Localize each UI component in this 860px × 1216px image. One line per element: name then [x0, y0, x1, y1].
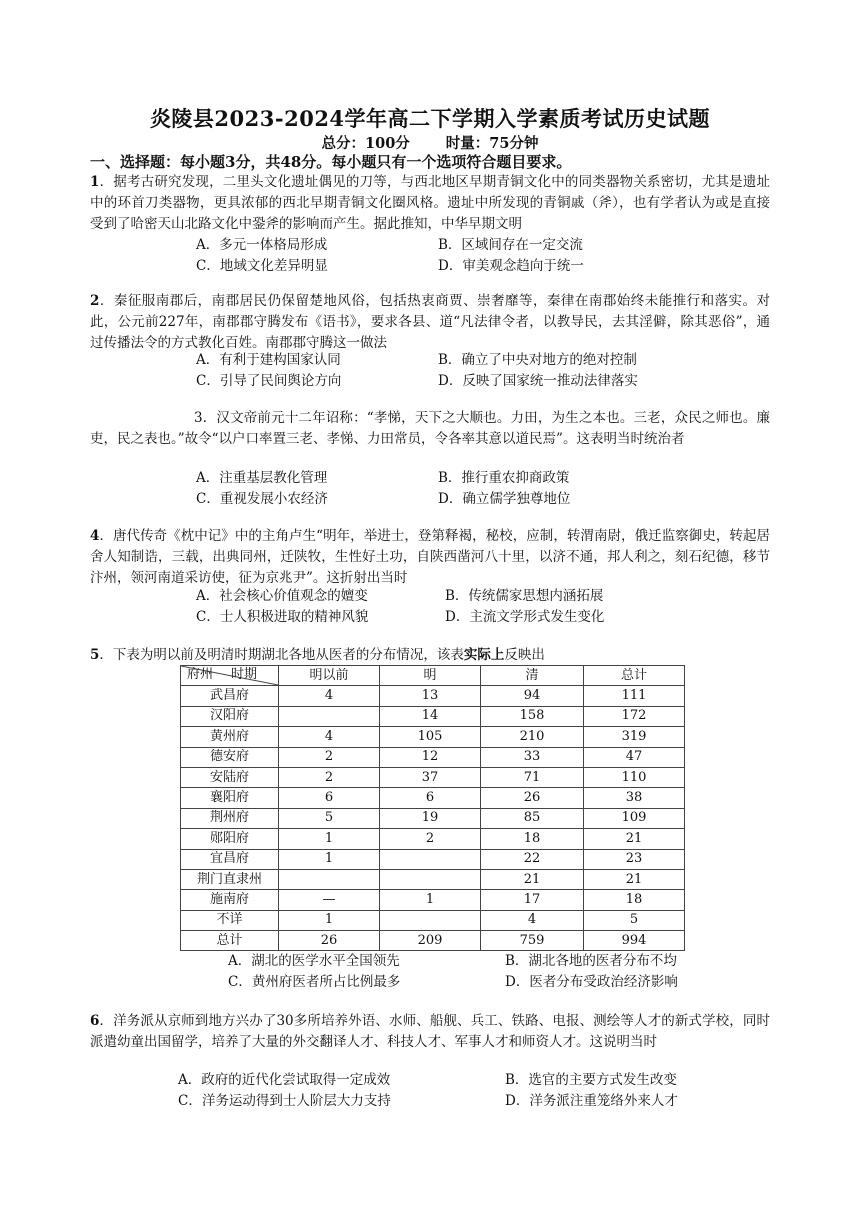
question-stem: 3．汉文帝前元十二年诏称：“孝悌，天下之大顺也。力田，为生之本也。三老，众民之师也。廉吏，民之表也。”故令“以户口率置三老、孝悌、力田常员，令各率其意以道民焉”。这表明当时统治者 [90, 410, 770, 447]
column-header: 总计 [584, 666, 685, 686]
table-cell: 武昌府 [181, 686, 279, 706]
column-header: 清 [481, 666, 584, 686]
section-heading: 一、选择题：每小题3分，共48分。每小题只有一个选项符合题目要求。 [90, 153, 572, 171]
table-cell: 209 [380, 931, 481, 951]
option-c: C．重视发展小农经济 [196, 491, 328, 507]
table-cell: 安陆府 [181, 767, 279, 787]
table-row [181, 849, 685, 869]
table-row [181, 890, 685, 910]
table-cell: 2 [380, 829, 481, 849]
table-cell: 黄州府 [181, 727, 279, 747]
option-c: C．地域文化差异明显 [196, 258, 328, 274]
option-b: B．确立了中央对地方的绝对控制 [438, 352, 637, 368]
table-cell: 47 [584, 747, 685, 767]
table-cell: 33 [481, 747, 584, 767]
table-cell: 2 [279, 747, 380, 767]
table-cell: 1 [380, 890, 481, 910]
table-cell: 210 [481, 727, 584, 747]
table-row-total [181, 931, 685, 951]
question-4 [90, 526, 770, 589]
question-number: 1 [90, 174, 100, 190]
table-cell [380, 849, 481, 869]
table-header-row [181, 666, 685, 686]
table-cell: 18 [584, 890, 685, 910]
question-stem: ．据考古研究发现，二里头文化遗址偶见的刀等，与西北地区早期青铜文化中的同类器物关系密切，尤其是遗址中的环首刀类器物，更具浓郁的西北早期青铜文化圈风格。遗址中所发现的青铜戚（斧），也有学者认为或是直接受到了哈密天山北路文化中銎斧的影响而产生。据此推知，中华早期文明 [90, 174, 770, 232]
table-cell: 5 [279, 808, 380, 828]
table-cell: 26 [481, 788, 584, 808]
table-cell: 德安府 [181, 747, 279, 767]
table-row [181, 747, 685, 767]
column-header: 明 [380, 666, 481, 686]
option-d: D．审美观念趋向于统一 [438, 258, 584, 274]
physician-distribution-table [180, 665, 685, 951]
table-cell: 23 [584, 849, 685, 869]
option-d: D．洋务派注重笼络外来人才 [505, 1093, 678, 1109]
question-3 [90, 408, 770, 450]
question-stem-end: 反映出 [504, 647, 545, 663]
table-cell: 不详 [181, 910, 279, 930]
table-cell: 6 [279, 788, 380, 808]
question-number: 4 [90, 528, 100, 544]
table-cell: 759 [481, 931, 584, 951]
total-score: 总分：100分 [321, 135, 410, 152]
exam-title: 炎陵县2023-2024学年高二下学期入学素质考试历史试题 [149, 106, 711, 131]
option-d: D．医者分布受政治经济影响 [505, 974, 678, 990]
table-cell: 105 [380, 727, 481, 747]
table-cell: 4 [279, 727, 380, 747]
table-row [181, 727, 685, 747]
column-header: 明以前 [279, 666, 380, 686]
table-row [181, 808, 685, 828]
table-cell: 5 [584, 910, 685, 930]
table-cell: 郧阳府 [181, 829, 279, 849]
option-a: A．湖北的医学水平全国领先 [228, 953, 400, 969]
question-5 [90, 645, 545, 666]
table-cell: 4 [481, 910, 584, 930]
table-cell: 荆门直隶州 [181, 869, 279, 889]
question-stem-emphasis: 实际上 [463, 647, 505, 663]
diagonal-header-cell [181, 666, 279, 686]
option-a: A．有利于建构国家认同 [196, 352, 341, 368]
table-cell: 109 [584, 808, 685, 828]
table-cell: 21 [584, 869, 685, 889]
table-cell: 26 [279, 931, 380, 951]
question-stem: ．秦征服南郡后，南郡居民仍保留楚地风俗，包括热衷商贾、崇奢靡等，秦律在南郡始终未能推行和落实。对此，公元前227年，南郡郡守腾发布《语书》，要求各县、道“凡法律令者，以教导民，去其淫僻，除其恶俗”，通过传播法令的方式教化百姓。南郡郡守腾这一做法 [90, 293, 770, 351]
option-d: D．反映了国家统一推动法律落实 [438, 373, 638, 389]
table-row [181, 788, 685, 808]
table-cell: 158 [481, 706, 584, 726]
option-c: C．引导了民间舆论方向 [196, 373, 342, 389]
table-cell: 172 [584, 706, 685, 726]
question-stem: ．唐代传奇《枕中记》中的主角卢生“明年，举进士，登第释褐，秘校，应制，转渭南尉，俄迁监察御史，转起居舍人知制诰，三载，出典同州，迁陕牧，生性好土功，自陕西凿河八十里，以济不通，邦人利之，刻石纪德，移节汴州，领河南道采访使，征为京兆尹”。这折射出当时 [90, 528, 770, 586]
table-cell: 4 [279, 686, 380, 706]
table-cell: 宜昌府 [181, 849, 279, 869]
table-cell: 71 [481, 767, 584, 787]
option-c: C．士人积极进取的精神风貌 [196, 609, 369, 625]
table-cell: 21 [584, 829, 685, 849]
option-b: B．传统儒家思想内涵拓展 [445, 588, 604, 604]
option-c: C．洋务运动得到士人阶层大力支持 [178, 1093, 391, 1109]
table-cell: 1 [279, 910, 380, 930]
option-a: A．社会核心价值观念的嬗变 [196, 588, 368, 604]
table-cell: 21 [481, 869, 584, 889]
table-cell [279, 869, 380, 889]
option-c: C．黄州府医者所占比例最多 [228, 974, 401, 990]
option-b: B．选官的主要方式发生改变 [505, 1072, 677, 1088]
question-number: 5 [90, 647, 100, 663]
table-cell: 319 [584, 727, 685, 747]
table-cell: 13 [380, 686, 481, 706]
column-header-label: 时期 [231, 667, 258, 682]
table-cell: 38 [584, 788, 685, 808]
option-d: D．主流文学形式发生变化 [445, 609, 605, 625]
table-cell: 37 [380, 767, 481, 787]
table-row [181, 686, 685, 706]
table-cell: 110 [584, 767, 685, 787]
question-stem: ．下表为明以前及明清时期湖北各地从医者的分布情况，该表 [99, 647, 464, 663]
question-number: 6 [90, 1013, 100, 1029]
table-cell [279, 706, 380, 726]
table-cell: 汉阳府 [181, 706, 279, 726]
table-cell: 荆州府 [181, 808, 279, 828]
table-cell: 994 [584, 931, 685, 951]
option-b: B．推行重农抑商政策 [438, 470, 570, 486]
time-limit: 时量：75分钟 [445, 135, 539, 152]
table-cell: 施南府 [181, 890, 279, 910]
question-1 [90, 172, 770, 235]
table-row [181, 869, 685, 889]
table-cell: 6 [380, 788, 481, 808]
question-2 [90, 291, 770, 354]
question-6 [90, 1011, 770, 1053]
table-cell: 襄阳府 [181, 788, 279, 808]
table-cell: — [279, 890, 380, 910]
table-cell: 2 [279, 767, 380, 787]
option-d: D．确立儒学独尊地位 [438, 491, 571, 507]
table-cell: 1 [279, 849, 380, 869]
table-row [181, 829, 685, 849]
table-cell [380, 869, 481, 889]
table-cell: 总计 [181, 931, 279, 951]
question-number: 2 [90, 293, 100, 309]
question-stem: ．洋务派从京师到地方兴办了30多所培养外语、水师、船舰、兵工、铁路、电报、测绘等人才的新式学校，同时派遣幼童出国留学，培养了大量的外交翻译人才、科技人才、军事人才和师资人才。这说明当时 [90, 1013, 770, 1050]
table-row [181, 767, 685, 787]
option-a: A．多元一体格局形成 [196, 237, 328, 253]
table-cell: 1 [279, 829, 380, 849]
exam-meta [0, 132, 860, 153]
option-a: A．注重基层教化管理 [196, 470, 328, 486]
table-cell: 22 [481, 849, 584, 869]
table-cell: 14 [380, 706, 481, 726]
table-row [181, 910, 685, 930]
table-cell: 85 [481, 808, 584, 828]
table-cell: 12 [380, 747, 481, 767]
option-b: B．湖北各地的医者分布不均 [505, 953, 677, 969]
table-cell: 19 [380, 808, 481, 828]
option-a: A．政府的近代化尝试取得一定成效 [178, 1072, 391, 1088]
table-cell: 17 [481, 890, 584, 910]
table-cell [380, 910, 481, 930]
table-cell: 18 [481, 829, 584, 849]
option-b: B．区域间存在一定交流 [438, 237, 583, 253]
table-cell: 111 [584, 686, 685, 706]
table-cell: 94 [481, 686, 584, 706]
row-header-label: 府州 [187, 667, 214, 682]
table-row [181, 706, 685, 726]
